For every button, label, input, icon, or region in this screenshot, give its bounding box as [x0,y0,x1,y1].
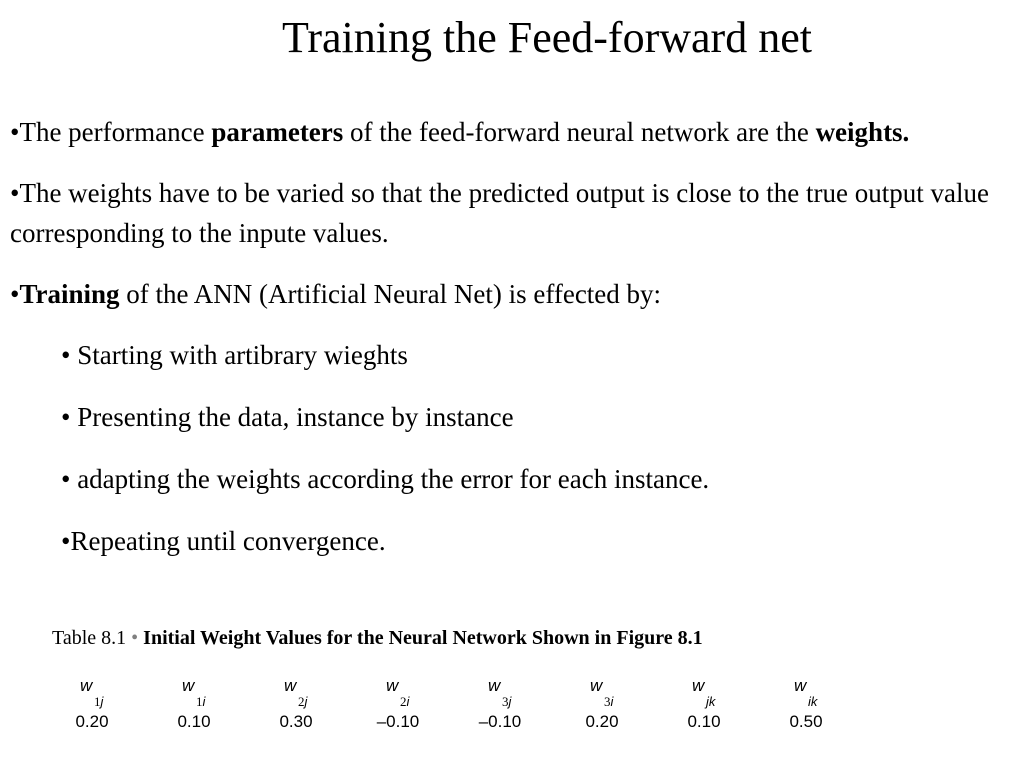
weight-column [460,676,540,736]
weight-column [154,676,234,736]
weight-symbol: w [794,676,807,695]
weight-symbol: w [182,676,195,695]
weight-value: 0.10 [177,712,211,731]
bullet-parameters [10,112,1014,152]
weight-symbol: w [386,676,399,695]
bullet-training-prefix: • [10,279,20,309]
table-caption-dot: • [131,627,139,649]
weight-subscript-letter: j [100,694,104,709]
weight-subscript [706,694,715,710]
weight-subscript [298,694,307,710]
table-caption-title: Initial Weight Values for the Neural Network Shown in Figure 8.1 [143,627,703,649]
weight-subscript [400,694,409,710]
weight-subscript-number: 1 [94,694,101,709]
bullet-training-suffix: of the ANN (Artificial Neural Net) is effected by: [119,279,662,309]
weight-column [664,676,744,736]
weight-subscript-number: 2 [400,694,407,709]
weight-subscript-letter: ik [808,694,818,709]
weight-value: 0.10 [687,712,721,731]
sub-bullet-presenting: • Presenting the data, instance by instance [61,402,514,432]
weight-symbol: w [80,676,93,695]
table-caption [52,624,703,652]
weight-subscript [604,694,613,710]
weight-subscript-number: 3 [502,694,509,709]
weight-column [766,676,846,736]
weight-symbol: w [692,676,705,695]
bullet-parameters-bold: parameters [211,117,344,147]
weight-value: 0.30 [279,712,313,731]
weight-subscript [94,694,103,710]
weight-column [256,676,336,736]
weight-subscript [808,694,817,710]
bullet-weights-varied: •The weights have to be varied so that the predicted output is close to the true output value corresponding to the inpute values. [10,178,989,248]
weight-symbol: w [284,676,297,695]
weight-subscript-letter: j [508,694,512,709]
weight-value: 0.50 [789,712,823,731]
bullet-training [10,274,1014,314]
weight-subscript-letter: jk [706,694,716,709]
weight-column [52,676,132,736]
table-caption-prefix: Table 8.1 [52,627,132,649]
weight-column [358,676,438,736]
weight-value: 0.20 [585,712,619,731]
weight-subscript-number: 2 [298,694,305,709]
bullet-parameters-suffix: of the feed-forward neural network are the [343,117,816,147]
slide-title: Training the Feed-forward net [282,13,812,62]
weight-subscript [196,694,205,710]
weight-symbol: w [488,676,501,695]
weight-subscript [502,694,511,710]
weights-table [52,676,912,736]
weight-subscript-number: 3 [604,694,611,709]
weight-subscript-number: 1 [196,694,203,709]
sub-bullet-repeating: •Repeating until convergence. [61,526,386,556]
bullet-training-bold: Training [19,279,120,309]
bullet-parameters-prefix: •The performance [10,117,212,147]
weight-value: –0.10 [376,712,420,731]
sub-bullet-starting: • Starting with artibrary wieghts [61,340,408,370]
weight-symbol: w [590,676,603,695]
weight-subscript-letter: i [406,694,410,709]
bullet-parameters-bold-weights: weights. [815,117,910,147]
weight-column [562,676,642,736]
weight-value: –0.10 [478,712,522,731]
weight-value: 0.20 [75,712,109,731]
sub-bullet-adapting: • adapting the weights according the error for each instance. [61,464,710,494]
weight-subscript-letter: j [304,694,308,709]
slide-body [10,112,1014,583]
weight-subscript-letter: i [610,694,614,709]
weight-subscript-letter: i [202,694,206,709]
